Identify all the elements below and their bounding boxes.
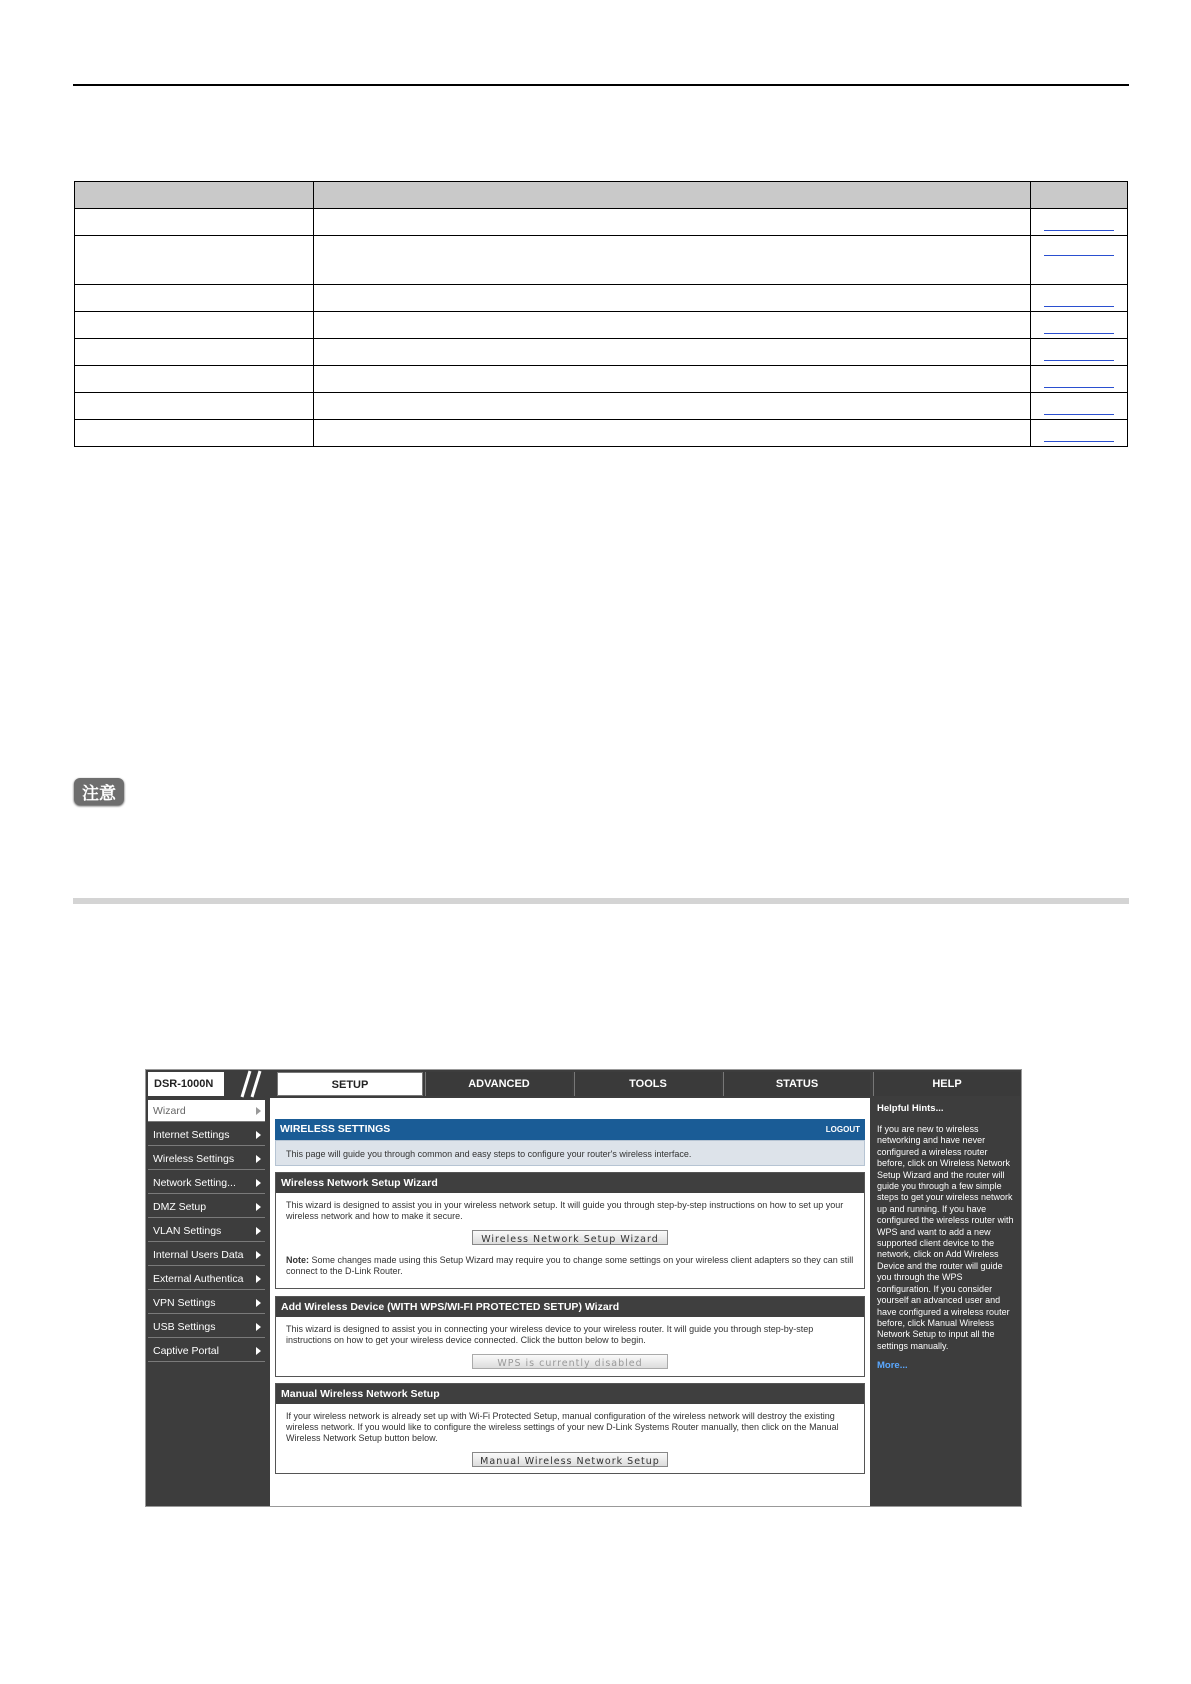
- tab-setup[interactable]: SETUP: [277, 1072, 423, 1096]
- table-row: [75, 236, 1128, 285]
- router-screenshot: [145, 1069, 1022, 1507]
- panel-title: Manual Wireless Network Setup: [276, 1384, 864, 1404]
- sidebar-item-label: VLAN Settings: [153, 1225, 222, 1237]
- tab-help[interactable]: HELP: [873, 1072, 1020, 1096]
- arrow-right-icon: [256, 1251, 261, 1259]
- section-rule: [73, 898, 1129, 904]
- logout-link[interactable]: LOGOUT: [825, 1125, 860, 1134]
- sidebar-item-label: USB Settings: [153, 1321, 216, 1333]
- arrow-right-icon: [256, 1107, 261, 1115]
- sidebar-item-label: VPN Settings: [153, 1297, 216, 1309]
- sidebar-item-label: DMZ Setup: [153, 1201, 207, 1213]
- arrow-right-icon: [256, 1275, 261, 1283]
- main-content: [270, 1098, 870, 1506]
- page-ref-link[interactable]: [1044, 387, 1114, 388]
- tab-advanced[interactable]: ADVANCED: [425, 1072, 572, 1096]
- arrow-right-icon: [256, 1227, 261, 1235]
- sidebar: [146, 1098, 267, 1506]
- help-more-link[interactable]: More...: [877, 1360, 908, 1372]
- sidebar-item-external-auth[interactable]: [148, 1268, 265, 1290]
- arrow-right-icon: [256, 1131, 261, 1139]
- sidebar-item-label: Internet Settings: [153, 1129, 230, 1141]
- page-ref-link[interactable]: [1044, 230, 1114, 231]
- top-rule: [73, 84, 1129, 86]
- setup-wizard-panel: [275, 1172, 865, 1289]
- page-ref-link[interactable]: [1044, 333, 1114, 334]
- sidebar-item-wireless-settings[interactable]: [148, 1148, 265, 1170]
- table-row: [75, 393, 1128, 420]
- table-row: [75, 339, 1128, 366]
- sidebar-item-internal-users[interactable]: [148, 1244, 265, 1266]
- manual-setup-panel: [275, 1383, 865, 1474]
- wireless-settings-header: [275, 1119, 865, 1140]
- help-text: If you are new to wireless networking and have never configured a wireless router before, click on Wireless Network Setup Wizard and the router will guide you through a few simple steps to get your wireless network up and running. If you have configured the wireless router with WPS and want to add a new supported client device to the network, click on Add Wireless Device and the router will guide you through the WPS configuration. If you consider yourself an advanced user and have configured a wireless router before, click Manual Wireless Network Setup to input all the settings manually.: [877, 1124, 1014, 1351]
- arrow-right-icon: [256, 1347, 261, 1355]
- sidebar-item-vlan-settings[interactable]: [148, 1220, 265, 1242]
- sidebar-item-wizard[interactable]: [148, 1100, 265, 1122]
- sidebar-item-label: External Authentica: [153, 1273, 244, 1285]
- page-ref-link[interactable]: [1044, 255, 1114, 256]
- wps-disabled-button[interactable]: WPS is currently disabled: [472, 1354, 668, 1369]
- sidebar-item-label: Captive Portal: [153, 1345, 219, 1357]
- panel-text: This wizard is designed to assist you in your wireless network setup. It will guide you through step-by-step instructions on how to set up your wireless network and how to make it secure.: [286, 1200, 844, 1221]
- note-label: Note:: [286, 1255, 309, 1265]
- reference-table: [74, 181, 1128, 447]
- model-logo: DSR-1000N: [148, 1072, 224, 1096]
- table-row: [75, 312, 1128, 339]
- table-row: [75, 366, 1128, 393]
- arrow-right-icon: [256, 1203, 261, 1211]
- panel-title: Add Wireless Device (WITH WPS/WI-FI PROTECTED SETUP) Wizard: [276, 1297, 864, 1317]
- brand-slashes-icon: [228, 1070, 268, 1098]
- arrow-right-icon: [256, 1179, 261, 1187]
- page-ref-link[interactable]: [1044, 414, 1114, 415]
- panel-title: Wireless Network Setup Wizard: [276, 1173, 864, 1193]
- panel-text: If your wireless network is already set up with Wi-Fi Protected Setup, manual configuration of the wireless network will destroy the existing wireless network. If you would like to configure the wireless settings of your new D-Link Systems Router manually, then click on the Manual Wireless Network Setup button below.: [286, 1411, 839, 1443]
- sidebar-item-captive-portal[interactable]: [148, 1340, 265, 1362]
- arrow-right-icon: [256, 1299, 261, 1307]
- note-badge: 注意: [74, 778, 124, 805]
- table-row: [75, 209, 1128, 236]
- arrow-right-icon: [256, 1155, 261, 1163]
- panel-text: This wizard is designed to assist you in connecting your wireless device to your wireless router. It will guide you through step-by-step instructions on how to get your wireless device connected. Click the button below to begin.: [286, 1324, 814, 1345]
- wireless-setup-wizard-button[interactable]: Wireless Network Setup Wizard: [472, 1230, 668, 1245]
- wps-wizard-panel: [275, 1296, 865, 1377]
- tab-tools[interactable]: TOOLS: [574, 1072, 721, 1096]
- page-ref-link[interactable]: [1044, 306, 1114, 307]
- sidebar-item-vpn-settings[interactable]: [148, 1292, 265, 1314]
- page-ref-link[interactable]: [1044, 360, 1114, 361]
- sidebar-item-label: Network Setting...: [153, 1177, 236, 1189]
- panel-note: [276, 1245, 864, 1277]
- help-title: Helpful Hints...: [877, 1103, 944, 1114]
- page-title: WIRELESS SETTINGS: [280, 1123, 391, 1135]
- sidebar-item-label: Wireless Settings: [153, 1153, 235, 1165]
- arrow-right-icon: [256, 1323, 261, 1331]
- sidebar-item-label: Internal Users Data: [153, 1249, 244, 1261]
- tab-status[interactable]: STATUS: [723, 1072, 870, 1096]
- table-row: [75, 285, 1128, 312]
- sidebar-item-dmz-setup[interactable]: [148, 1196, 265, 1218]
- help-panel: [873, 1098, 1021, 1506]
- table-header-row: [75, 182, 1128, 209]
- note-text: Some changes made using this Setup Wizard may require you to change some settings on your wireless client adapters so they can still connect to the D-Link Router.: [286, 1255, 854, 1276]
- sidebar-item-internet-settings[interactable]: [148, 1124, 265, 1146]
- sidebar-item-usb-settings[interactable]: [148, 1316, 265, 1338]
- sidebar-item-label: Wizard: [153, 1105, 186, 1117]
- manual-setup-button[interactable]: Manual Wireless Network Setup: [472, 1452, 668, 1467]
- page-ref-link[interactable]: [1044, 441, 1114, 442]
- table-row: [75, 420, 1128, 447]
- page-description: This page will guide you through common and easy steps to configure your router's wireless interface.: [275, 1140, 865, 1166]
- top-nav: [146, 1070, 1021, 1098]
- sidebar-item-network-settings[interactable]: [148, 1172, 265, 1194]
